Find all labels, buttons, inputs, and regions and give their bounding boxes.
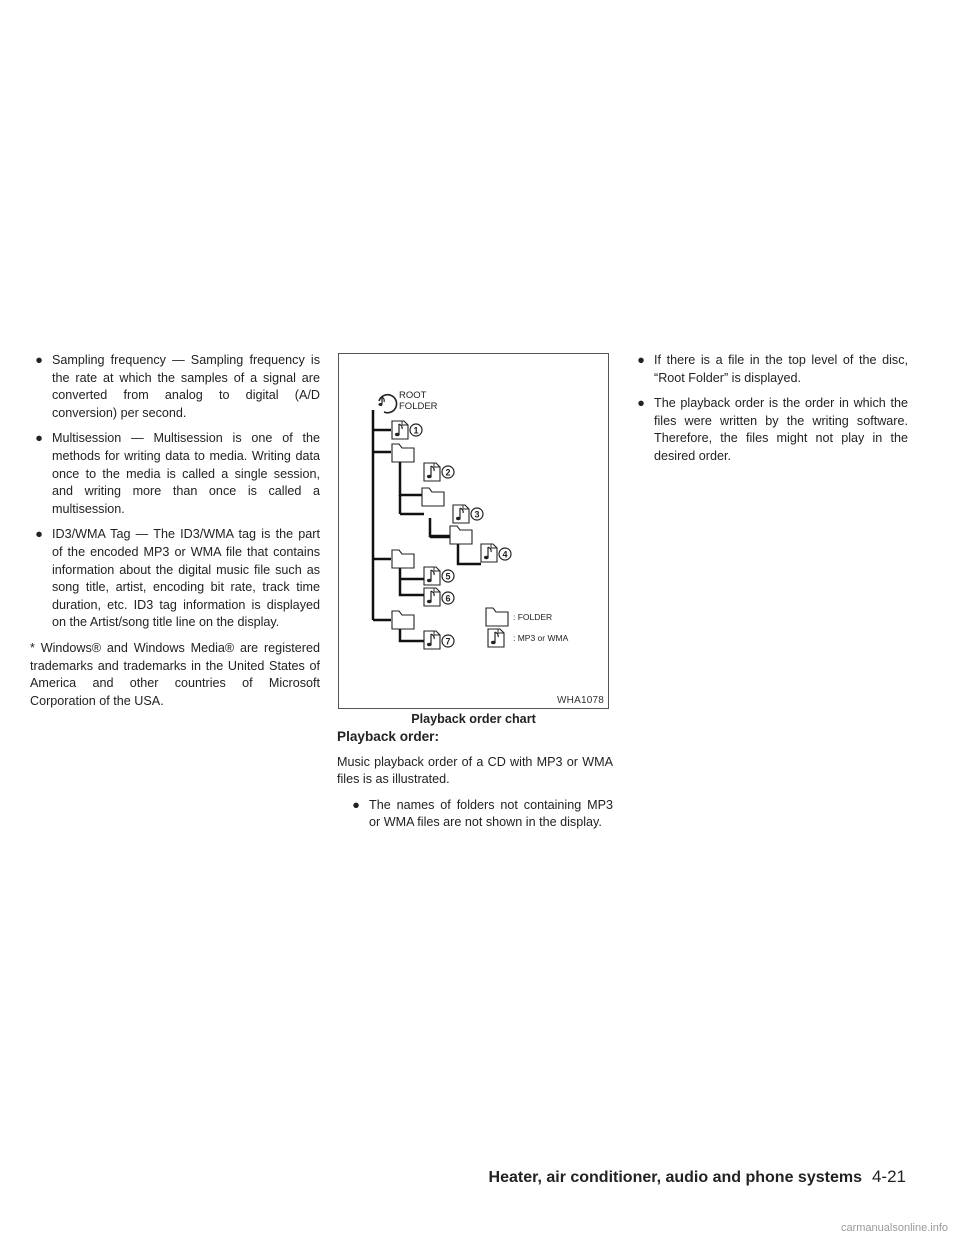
music-file-icon bbox=[424, 631, 440, 649]
folder-icon bbox=[392, 550, 414, 568]
legend-folder-icon bbox=[486, 608, 508, 626]
bullet-multisession: ● Multisession — Multisession is one of the methods for writing data to media. Writing data once to the media is called a single session, and writing more than once is called a multisession. bbox=[30, 430, 320, 518]
root-label-line2: FOLDER bbox=[399, 401, 438, 412]
bullet-dot: ● bbox=[35, 527, 43, 542]
track-number-6: 6 bbox=[445, 593, 451, 604]
playback-order-figure bbox=[338, 353, 609, 709]
track-number-5: 5 bbox=[445, 571, 451, 582]
bullet-folder-names: ● The names of folders not containing MP3 or WMA files are not shown in the display. bbox=[347, 797, 613, 832]
bullet-sampling-frequency: ● Sampling frequency — Sampling frequency is the rate at which the samples of a signal are converted from analog to digital (A/D conversion) per second. bbox=[30, 352, 320, 422]
root-label-line1: ROOT bbox=[399, 390, 427, 401]
trademark-note: * Windows® and Windows Media® are registered trademarks and trademarks in the United States of America and other countries of Microsoft Corporation of the USA. bbox=[30, 640, 320, 708]
track-number-2: 2 bbox=[445, 467, 451, 478]
figure-caption: Playback order chart bbox=[411, 712, 536, 726]
track-number-7: 7 bbox=[445, 636, 451, 647]
figure-id: WHA1078 bbox=[557, 695, 604, 706]
folder-icon bbox=[450, 526, 472, 544]
page-number: 4-21 bbox=[871, 1167, 906, 1186]
folder-icon bbox=[392, 444, 414, 462]
right-column bbox=[632, 352, 908, 474]
bullet-dot: ● bbox=[35, 431, 43, 446]
bullet-dot: ● bbox=[352, 797, 360, 812]
legend-folder-label: : FOLDER bbox=[513, 612, 553, 622]
disc-icon bbox=[379, 395, 397, 413]
bullet-root-folder: ● If there is a file in the top level of the disc, “Root Folder” is displayed. bbox=[632, 352, 908, 387]
middle-column bbox=[337, 728, 613, 840]
bullet-playback-order: ● The playback order is the order in which the files were written by the writing software. Therefore, the files might not play in the desired order. bbox=[632, 395, 908, 465]
music-file-icon bbox=[453, 505, 469, 523]
left-column bbox=[30, 352, 320, 718]
folder-icon bbox=[392, 611, 414, 629]
folder-icon bbox=[422, 488, 444, 506]
playback-order-paragraph: Music playback order of a CD with MP3 or WMA files is as illustrated. bbox=[337, 754, 613, 787]
bullet-dot: ● bbox=[35, 353, 43, 367]
bullet-dot: ● bbox=[637, 353, 645, 367]
music-file-icon bbox=[424, 567, 440, 585]
page-footer bbox=[489, 1167, 906, 1187]
watermark: carmanualsonline.info bbox=[840, 1222, 948, 1234]
music-file-icon bbox=[424, 588, 440, 606]
music-file-icon bbox=[424, 463, 440, 481]
section-title: Heater, air conditioner, audio and phone systems bbox=[488, 1169, 862, 1186]
playback-order-heading: Playback order: bbox=[337, 729, 439, 744]
bullet-id3-tag: ● ID3/WMA Tag — The ID3/WMA tag is the part of the encoded MP3 or WMA file that contains information about the digital music file such as song title, artist, encoding bit rate, track time duration, etc. ID3 tag information is displayed on the Artist/song title line on the display. bbox=[30, 526, 320, 632]
track-number-1: 1 bbox=[413, 425, 419, 436]
track-number-3: 3 bbox=[474, 509, 480, 520]
track-number-4: 4 bbox=[502, 549, 508, 560]
music-file-icon bbox=[481, 544, 497, 562]
legend-file-label: : MP3 or WMA bbox=[513, 633, 569, 643]
bullet-dot: ● bbox=[637, 396, 645, 411]
legend-music-file-icon bbox=[488, 629, 504, 647]
music-file-icon bbox=[392, 421, 408, 439]
